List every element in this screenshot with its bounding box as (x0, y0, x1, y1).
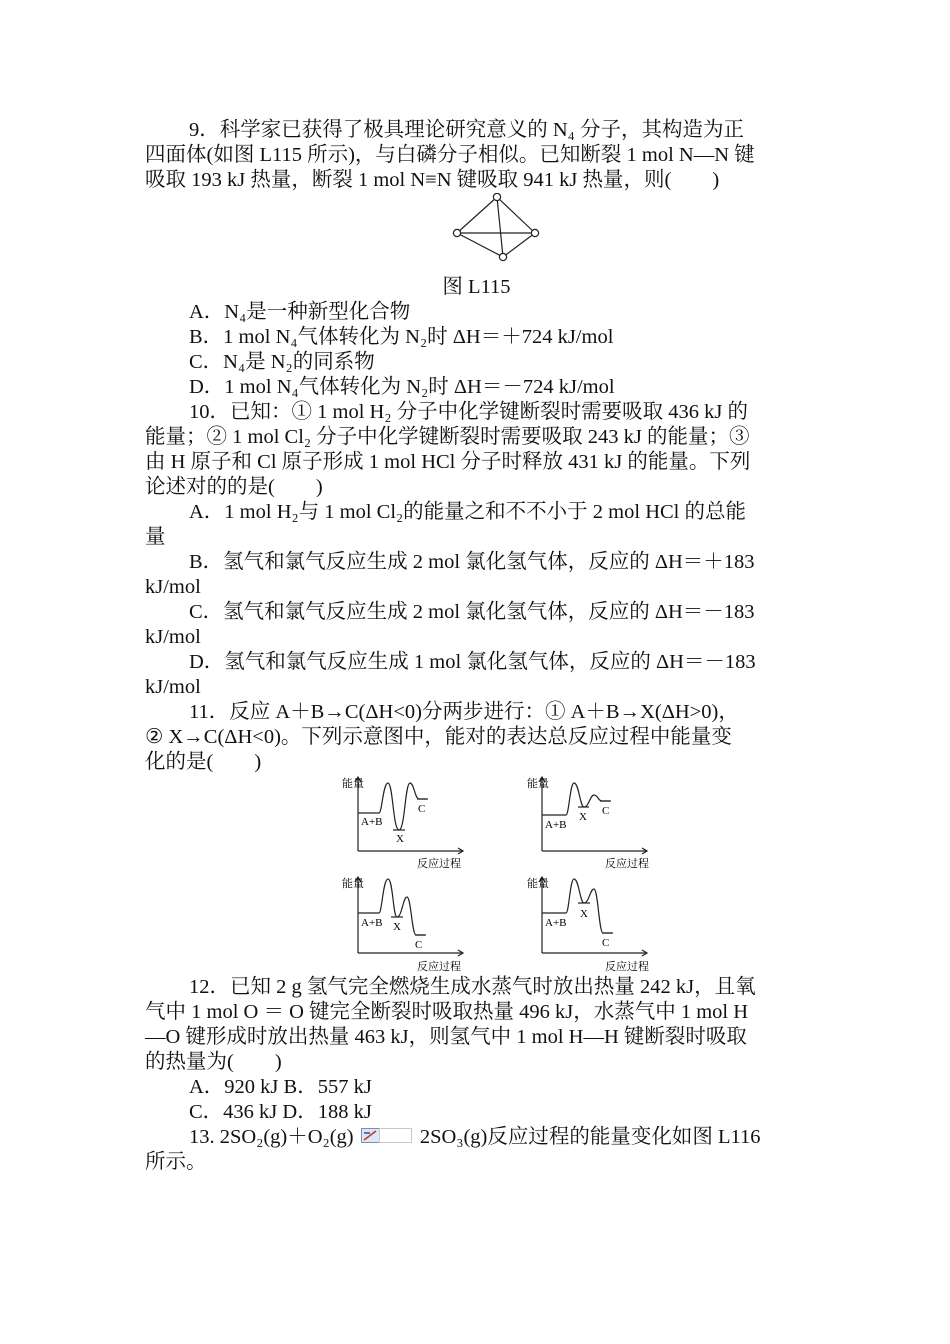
energy-diagram-grid (145, 775, 808, 975)
q10-option-a-1: A．1 mol H₂与 1 mol Cl₂的能量之和不不小于 2 mol HCl 的总能 (189, 501, 746, 523)
question-page (145, 118, 808, 1175)
q9-option-d: D．1 mol N₄气体转化为 N₂时 ΔH＝－724 kJ/mol (189, 376, 615, 398)
q10-line-2: 能量；② 1 mol Cl₂ 分子中化学键断裂时需要吸取 243 kJ 的能量；③ (145, 426, 750, 448)
energy-diagram-a (335, 775, 480, 870)
q13-line-1 (145, 1125, 808, 1150)
product-label: C (415, 939, 423, 951)
q10-option-c-2: kJ/mol (145, 626, 201, 648)
q12-line-2: 气中 1 mol O ＝ O 键完全断裂时吸取热量 496 kJ，水蒸气中 1 mol H (145, 1001, 749, 1023)
q13-products: 2SO₃(g)反应过程的能量变化如图 L116 (419, 1126, 761, 1148)
q10-option-a-2: 量 (145, 526, 166, 548)
figure-caption-l115: 图 L115 (442, 276, 511, 298)
atom-top (493, 193, 500, 200)
q9-line-3: 吸取 193 kJ 热量，断裂 1 mol N≡N 键吸取 941 kJ 热量，则( ) (145, 169, 720, 191)
energy-diagram-b (522, 775, 667, 870)
tetrahedron-figure (145, 193, 808, 275)
n4-tetrahedron-diagram (145, 193, 808, 275)
q10-option-d-1: D．氢气和氯气反应生成 1 mol 氯化氢气体，反应的 ΔH＝－183 (189, 651, 756, 673)
energy-diagram-d (522, 875, 667, 975)
q9-option-a: A．N₄是一种新型化合物 (189, 301, 411, 323)
y-axis-label: 能量 (342, 778, 364, 790)
reactant-label: A+B (545, 917, 567, 929)
q12-options-ab: A．920 kJ B．557 kJ (189, 1076, 372, 1098)
q9-line-1: 9．科学家已获得了极具理论研究意义的 N₄ 分子，其构造为正 (189, 119, 744, 141)
q11-line-1: 11．反应 A＋B→C(ΔH<0)分两步进行：① A＋B→X(ΔH>0)， (189, 701, 739, 723)
y-axis-label: 能量 (342, 878, 364, 890)
product-label: C (418, 803, 426, 815)
q11-line-3: 化的是( ) (145, 751, 262, 773)
q10-option-b-2: kJ/mol (145, 576, 201, 598)
reversible-arrow-icon (361, 1127, 413, 1145)
product-label: C (602, 805, 610, 817)
reactant-label: A+B (545, 819, 567, 831)
q10-option-b-1: B．氢气和氯气反应生成 2 mol 氯化氢气体，反应的 ΔH＝＋183 (189, 551, 755, 573)
x-axis-label: 反应过程 (605, 961, 649, 973)
energy-diagram-c (335, 875, 480, 975)
q10-option-d-2: kJ/mol (145, 676, 201, 698)
y-axis-label: 能量 (527, 778, 549, 790)
reactant-label: A+B (361, 816, 383, 828)
q9-line-2: 四面体(如图 L115 所示)，与白磷分子相似。已知断裂 1 mol N—N 键 (145, 144, 755, 166)
q12-line-4: 的热量为( ) (145, 1051, 282, 1073)
y-axis-label: 能量 (527, 878, 549, 890)
intermediate-label: X (579, 811, 587, 823)
q12-options-cd: C．436 kJ D．188 kJ (189, 1101, 372, 1123)
q13-reactants: 13. 2SO₂(g)＋O₂(g) (189, 1126, 354, 1148)
intermediate-label: X (396, 833, 404, 845)
q10-option-c-1: C．氢气和氯气反应生成 2 mol 氯化氢气体，反应的 ΔH＝－183 (189, 601, 755, 623)
atom-left (453, 229, 460, 236)
reactant-label: A+B (361, 917, 383, 929)
q10-line-1: 10．已知：① 1 mol H₂ 分子中化学键断裂时需要吸取 436 kJ 的 (189, 401, 748, 423)
q9-option-b: B．1 mol N₄气体转化为 N₂时 ΔH＝＋724 kJ/mol (189, 326, 614, 348)
atom-right (531, 229, 538, 236)
q10-line-3: 由 H 原子和 Cl 原子形成 1 mol HCl 分子时释放 431 kJ 的能量。下列 (145, 451, 751, 473)
product-label: C (602, 937, 610, 949)
q10-line-4: 论述对的的是( ) (145, 476, 323, 498)
x-axis-label: 反应过程 (417, 961, 461, 973)
q11-line-2: ② X→C(ΔH<0)。下列示意图中，能对的表达总反应过程中能量变 (145, 726, 732, 748)
atom-bottom (499, 253, 506, 260)
q13-line-2: 所示。 (145, 1151, 207, 1173)
q12-line-1: 12．已知 2 g 氢气完全燃烧生成水蒸气时放出热量 242 kJ，且氧 (189, 976, 756, 998)
intermediate-label: X (580, 908, 588, 920)
q9-option-c: C．N₄是 N₂的同系物 (189, 351, 375, 373)
x-axis-label: 反应过程 (417, 858, 461, 870)
x-axis-label: 反应过程 (605, 858, 649, 870)
intermediate-label: X (393, 921, 401, 933)
q12-line-3: —O 键形成时放出热量 463 kJ，则氢气中 1 mol H—H 键断裂时吸取 (145, 1026, 747, 1048)
